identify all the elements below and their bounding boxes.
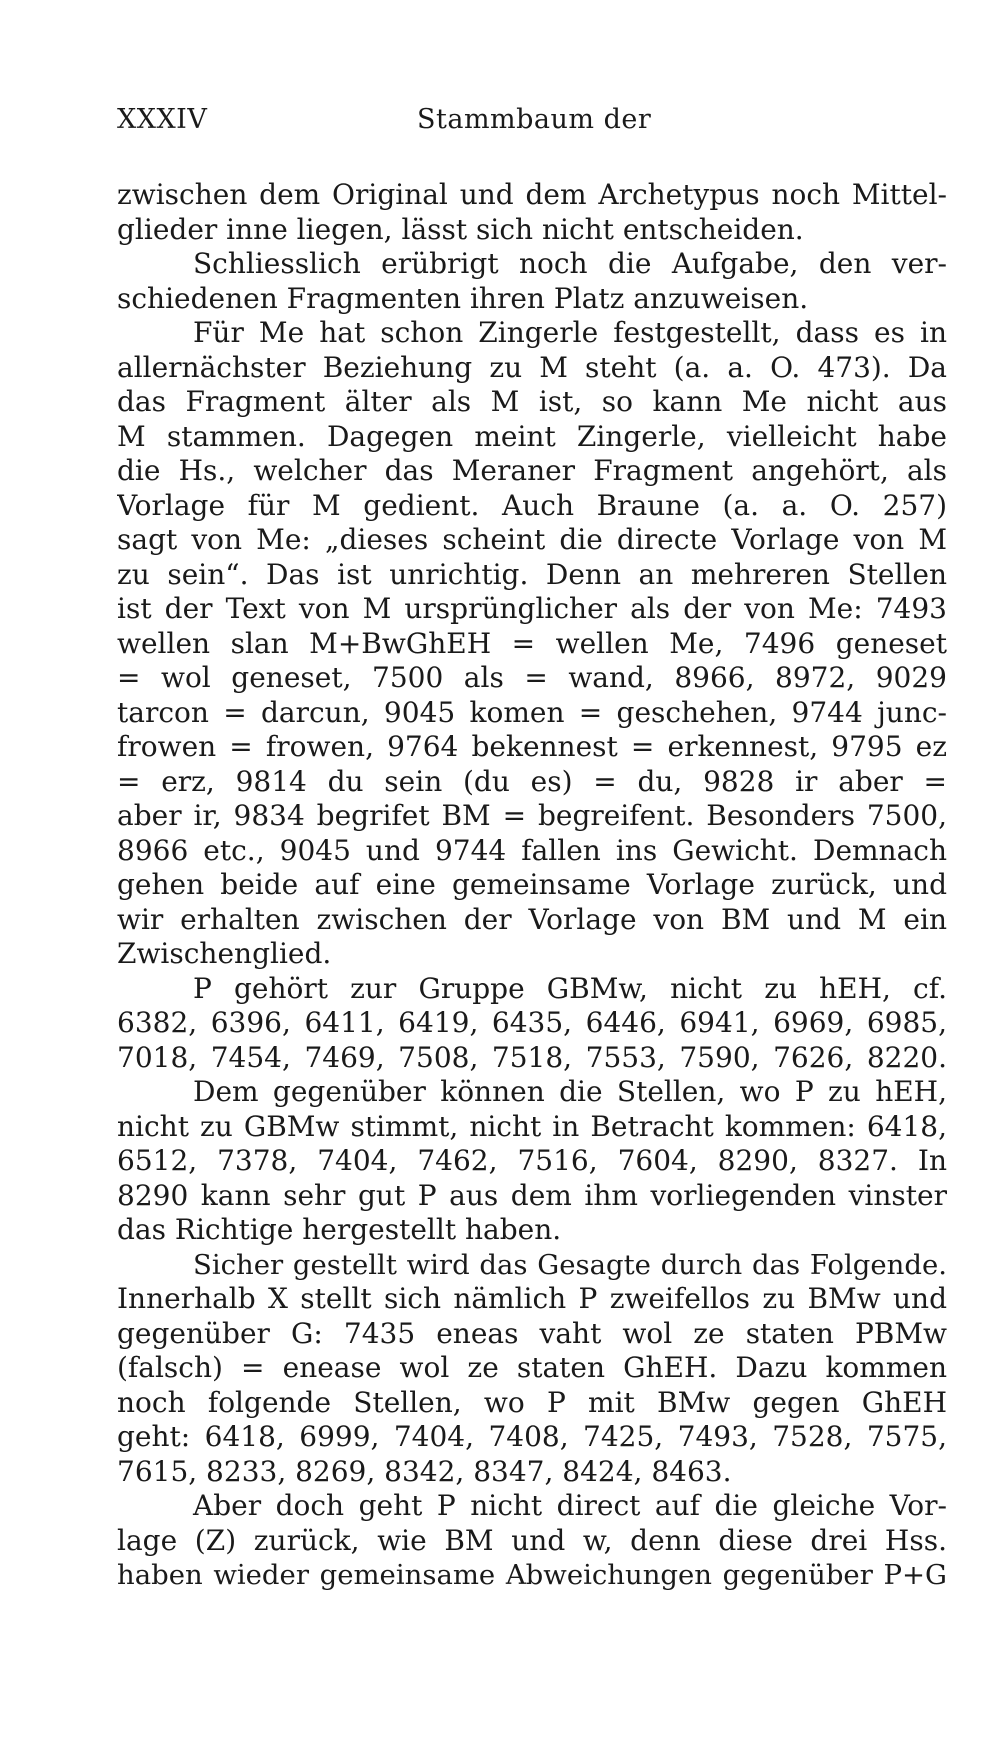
- text-line: frowen = frowen, 9764 bekennest = erkennest, 9795 ez: [117, 730, 947, 763]
- paragraph-start: Aber doch geht P nicht direct auf die gleiche Vor-: [193, 1489, 947, 1522]
- text-line: lage (Z) zurück, wie BM und w, denn diese drei Hss.: [117, 1523, 947, 1557]
- paragraph-start: Für Me hat schon Zingerle festgestellt, dass es in: [193, 316, 947, 349]
- text-line: Zwischenglied.: [117, 937, 332, 970]
- text-line: die Hs., welcher das Meraner Fragment angehört, als: [117, 454, 947, 487]
- text-line: Vorlage für M gedient. Auch Braune (a. a. O. 257): [117, 488, 947, 522]
- text-line: 7615, 8233, 8269, 8342, 8347, 8424, 8463.: [117, 1454, 732, 1488]
- text-line: schiedenen Fragmenten ihren Platz anzuweisen.: [117, 281, 809, 315]
- text-line: zwischen dem Original und dem Archetypus noch Mittel-: [117, 178, 947, 211]
- text-line: aber ir, 9834 begrifet BM = begreifent. Besonders 7500,: [117, 799, 947, 832]
- text-line: M stammen. Dagegen meint Zingerle, vielleicht habe: [117, 419, 947, 453]
- text-line: 8966 etc., 9045 und 9744 fallen ins Gewicht. Demnach: [117, 833, 947, 867]
- text-line: noch folgende Stellen, wo P mit BMw gegen GhEH: [117, 1385, 947, 1419]
- text-line: 6382, 6396, 6411, 6419, 6435, 6446, 6941, 6969, 6985,: [117, 1006, 947, 1039]
- text-line: wir erhalten zwischen der Vorlage von BM und M ein: [117, 902, 947, 936]
- text-line: gegenüber G: 7435 eneas vaht wol ze staten PBMw: [117, 1316, 947, 1350]
- text-line: = wol geneset, 7500 als = wand, 8966, 8972, 9029: [117, 661, 947, 694]
- text-line: = erz, 9814 du sein (du es) = du, 9828 ir aber =: [117, 764, 947, 798]
- paragraph-start: Sicher gestellt wird das Gesagte durch das Folgende.: [193, 1248, 947, 1281]
- text-line: allernächster Beziehung zu M steht (a. a. O. 473). Da: [117, 350, 947, 384]
- paragraph-start: Dem gegenüber können die Stellen, wo P zu hEH,: [193, 1075, 947, 1108]
- text-line: glieder inne liegen, lässt sich nicht entscheiden.: [117, 212, 804, 246]
- text-line: (falsch) = enease wol ze staten GhEH. Dazu kommen: [117, 1351, 947, 1384]
- text-line: nicht zu GBMw stimmt, nicht in Betracht kommen: 6418,: [117, 1109, 947, 1143]
- text-line: das Fragment älter als M ist, so kann Me nicht aus: [117, 385, 947, 418]
- text-line: das Richtige hergestellt haben.: [117, 1213, 562, 1246]
- text-line: tarcon = darcun, 9045 komen = geschehen, 9744 junc-: [117, 695, 947, 729]
- body-text: [117, 178, 947, 1593]
- text-line: wellen slan M+BwGhEH = wellen Me, 7496 geneset: [117, 626, 947, 660]
- text-line: zu sein“. Das ist unrichtig. Denn an mehreren Stellen: [117, 557, 947, 591]
- paragraph-start: P gehört zur Gruppe GBMw, nicht zu hEH, cf.: [193, 971, 947, 1005]
- text-line: sagt von Me: „dieses scheint die directe Vorlage von M: [117, 523, 947, 556]
- text-line: 6512, 7378, 7404, 7462, 7516, 7604, 8290, 8327. In: [117, 1144, 947, 1177]
- text-line: Innerhalb X stellt sich nämlich P zweifellos zu BMw und: [117, 1282, 947, 1315]
- text-line: ist der Text von M ursprünglicher als der von Me: 7493: [117, 592, 947, 625]
- text-line: geht: 6418, 6999, 7404, 7408, 7425, 7493, 7528, 7575,: [117, 1420, 947, 1453]
- text-line: gehen beide auf eine gemeinsame Vorlage zurück, und: [117, 868, 947, 901]
- text-line: 7018, 7454, 7469, 7508, 7518, 7553, 7590, 7626, 8220.: [117, 1040, 947, 1074]
- paragraph-start: Schliesslich erübrigt noch die Aufgabe, den ver-: [193, 247, 947, 280]
- page-header: [117, 104, 947, 144]
- page-number: XXXIV: [117, 104, 208, 135]
- running-title: Stammbaum der: [417, 104, 652, 135]
- text-line: 8290 kann sehr gut P aus dem ihm vorliegenden vinster: [117, 1178, 947, 1212]
- text-line: haben wieder gemeinsame Abweichungen gegenüber P+G: [117, 1559, 947, 1591]
